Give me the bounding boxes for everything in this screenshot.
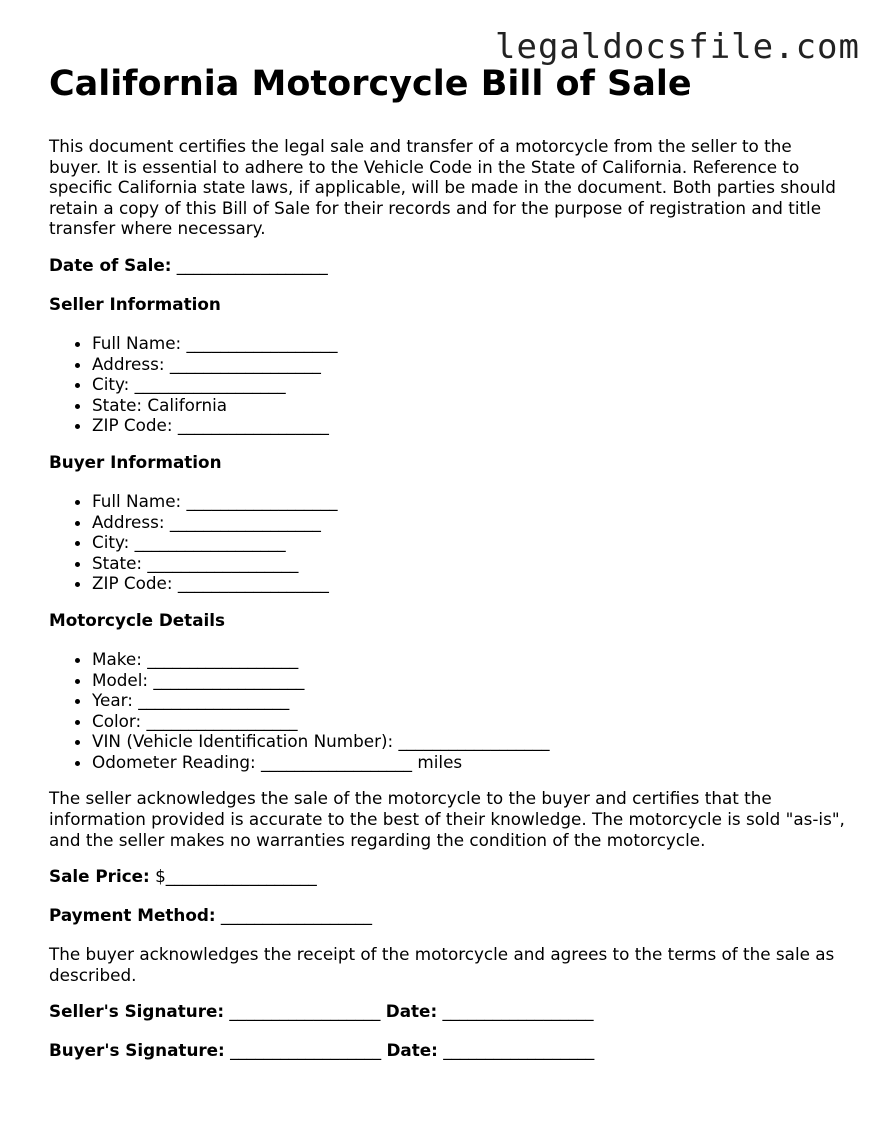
motorcycle-model: • Model: __________________ xyxy=(92,670,849,691)
date-of-sale-label: Date of Sale: xyxy=(49,254,172,275)
buyer-city: • City: __________________ xyxy=(92,532,849,553)
payment-method-blank: __________________ xyxy=(220,905,372,926)
seller-date-label: Date: xyxy=(385,1001,438,1022)
motorcycle-vin: • VIN (Vehicle Identification Number): __________________ xyxy=(92,731,849,752)
seller-state: • State: California xyxy=(92,395,849,416)
sale-price-blank: $__________________ xyxy=(155,866,317,887)
buyer-acknowledgement: The buyer acknowledges the receipt of the motorcycle and agrees to the terms of the sale as described. xyxy=(49,944,835,985)
buyer-heading: Buyer Information xyxy=(49,451,222,472)
seller-signature-line xyxy=(49,1001,849,1022)
watermark: legaldocsfile.com xyxy=(495,27,860,67)
motorcycle-make: • Make: __________________ xyxy=(92,649,849,670)
sale-price-label: Sale Price: xyxy=(49,866,150,887)
buyer-signature-label: Buyer's Signature: xyxy=(49,1040,225,1061)
motorcycle-color: • Color: __________________ xyxy=(92,711,849,732)
seller-heading: Seller Information xyxy=(49,293,221,314)
seller-city: • City: __________________ xyxy=(92,374,849,395)
seller-address: • Address: __________________ xyxy=(92,354,849,375)
seller-signature-blank: __________________ xyxy=(229,1001,381,1022)
date-of-sale-field xyxy=(49,255,849,276)
motorcycle-year: • Year: __________________ xyxy=(92,690,849,711)
buyer-list xyxy=(49,491,849,594)
payment-method-label: Payment Method: xyxy=(49,905,216,926)
seller-full-name: • Full Name: __________________ xyxy=(92,333,849,354)
seller-acknowledgement: The seller acknowledges the sale of the motorcycle to the buyer and certifies that the information provided is accurate to the best of their knowledge. The motorcycle is sold "as-is", and the seller makes no warranties regarding the condition of the motorcycle. xyxy=(49,788,845,850)
buyer-zip: • ZIP Code: __________________ xyxy=(92,573,849,594)
seller-zip: • ZIP Code: __________________ xyxy=(92,415,849,436)
motorcycle-heading: Motorcycle Details xyxy=(49,609,226,630)
seller-list xyxy=(49,333,849,436)
payment-method-field xyxy=(49,905,849,926)
buyer-signature-blank: __________________ xyxy=(230,1040,382,1061)
buyer-date-label: Date: xyxy=(386,1040,438,1061)
buyer-signature-line xyxy=(49,1040,849,1061)
seller-date-blank: __________________ xyxy=(442,1001,594,1022)
page-title: California Motorcycle Bill of Sale xyxy=(49,64,692,104)
document-body xyxy=(49,62,849,1079)
sale-price-field xyxy=(49,866,849,887)
intro-paragraph: This document certifies the legal sale and transfer of a motorcycle from the seller to the buyer. It is essential to adhere to the Vehicle Code in the State of California. Reference to specific California state laws, if applicable, will be made in the document. Both parties should retain a copy of this Bill of Sale for their records and for the purpose of registration and title transfer where necessary. xyxy=(49,136,836,239)
date-of-sale-blank: __________________ xyxy=(176,254,328,275)
motorcycle-odometer: • Odometer Reading: __________________ miles xyxy=(92,752,849,773)
buyer-date-blank: __________________ xyxy=(443,1040,595,1061)
buyer-address: • Address: __________________ xyxy=(92,512,849,533)
motorcycle-list xyxy=(49,649,849,773)
buyer-full-name: • Full Name: __________________ xyxy=(92,491,849,512)
buyer-state: • State: __________________ xyxy=(92,553,849,574)
seller-signature-label: Seller's Signature: xyxy=(49,1001,225,1022)
